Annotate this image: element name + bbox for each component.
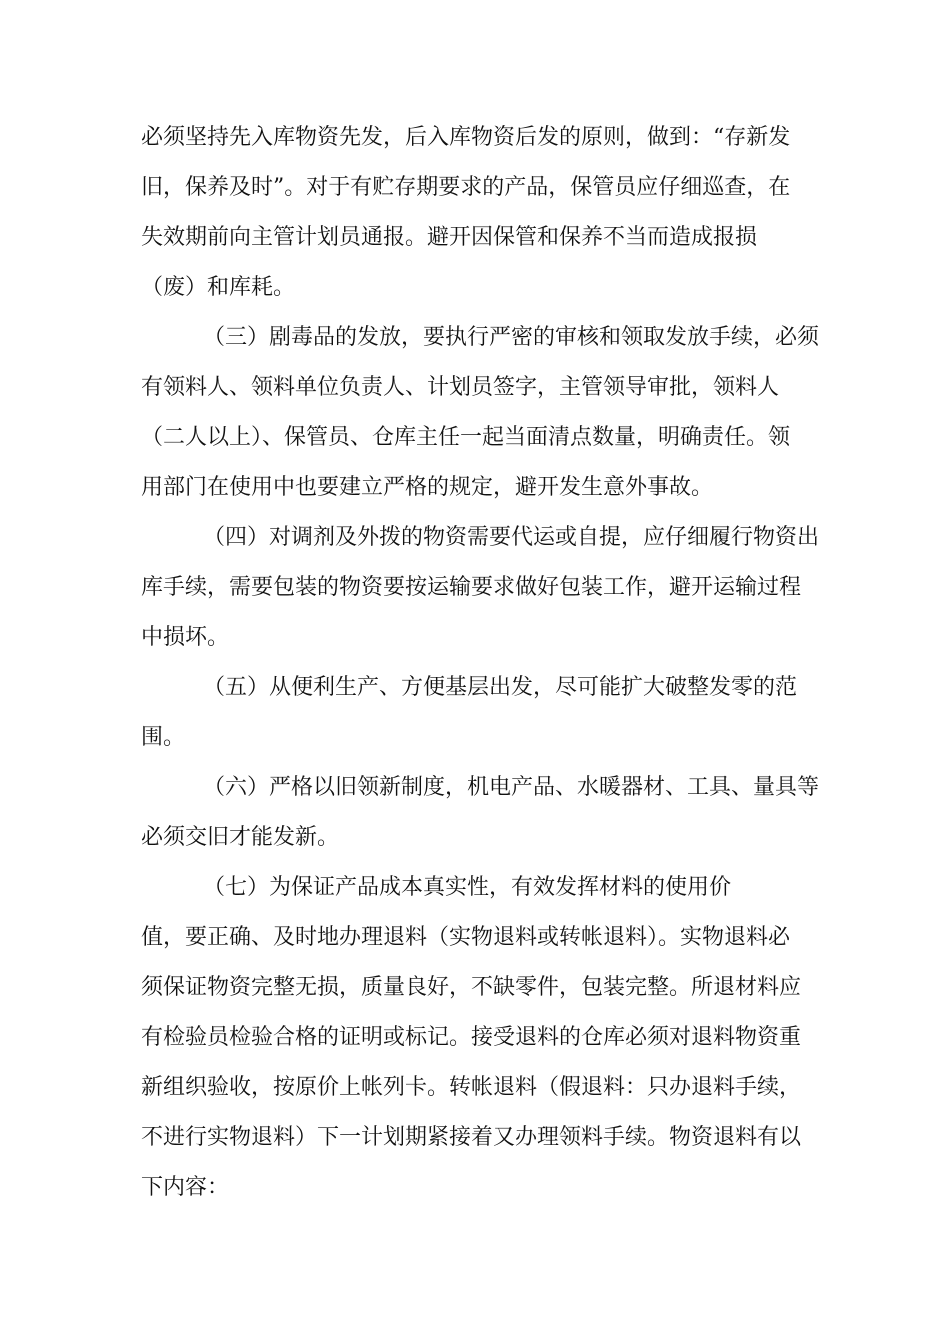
text-line: 有领料人、领料单位负责人、计划员签字，主管领导审批，领料人 [141, 375, 780, 400]
text-line: 不进行实物退料）下一计划期紧接着又办理领料手续。物资退料有以 [141, 1125, 802, 1150]
text-line: 中损坏。 [141, 625, 230, 650]
text-line: 有检验员检验合格的证明或标记。接受退料的仓库必须对退料物资重 [141, 1025, 802, 1050]
paragraph-section-4 [141, 513, 831, 663]
text-line: 值，要正确、及时地办理退料（实物退料或转帐退料）。实物退料必 [141, 925, 791, 950]
paragraph-section-7-continued [141, 913, 831, 1213]
text-line: 库手续，需要包装的物资要按运输要求做好包装工作，避开运输过程 [141, 575, 802, 600]
paragraph-section-6 [141, 763, 831, 863]
paragraph-section-3 [141, 313, 831, 513]
text-line: （七）为保证产品成本真实性，有效发挥材料的使用价 [203, 875, 732, 900]
text-line: （三）剧毒品的发放，要执行严密的审核和领取发放手续，必须 [203, 325, 820, 350]
paragraph-section-5 [141, 663, 831, 763]
paragraph-fifo-principle [141, 113, 831, 313]
text-line: 须保证物资完整无损，质量良好，不缺零件，包装完整。所退材料应 [141, 975, 802, 1000]
text-line: 失效期前向主管计划员通报。避开因保管和保养不当而造成报损 [141, 225, 758, 250]
text-line: 必须坚持先入库物资先发，后入库物资后发的原则，做到：“存新发 [141, 125, 791, 150]
text-line: （废）和库耗。 [141, 275, 296, 300]
text-line: （五）从便利生产、方便基层出发，尽可能扩大破整发零的范 [203, 675, 798, 700]
text-line: 旧，保养及时”。对于有贮存期要求的产品，保管员应仔细巡查，在 [141, 175, 791, 200]
text-line: 下内容： [141, 1175, 230, 1200]
text-line: 必须交旧才能发新。 [141, 825, 340, 850]
text-line: 围。 [141, 725, 186, 750]
document-body [141, 113, 831, 1213]
text-line: （二人以上）、保管员、仓库主任一起当面清点数量，明确责任。领 [141, 425, 791, 450]
text-line: （四）对调剂及外拨的物资需要代运或自提，应仔细履行物资出 [203, 525, 820, 550]
paragraph-section-7 [141, 863, 831, 913]
text-line: 用部门在使用中也要建立严格的规定，避开发生意外事故。 [141, 475, 714, 500]
text-line: 新组织验收，按原价上帐列卡。转帐退料（假退料：只办退料手续， [141, 1075, 802, 1100]
text-line: （六）严格以旧领新制度，机电产品、水暖器材、工具、量具等 [203, 775, 820, 800]
